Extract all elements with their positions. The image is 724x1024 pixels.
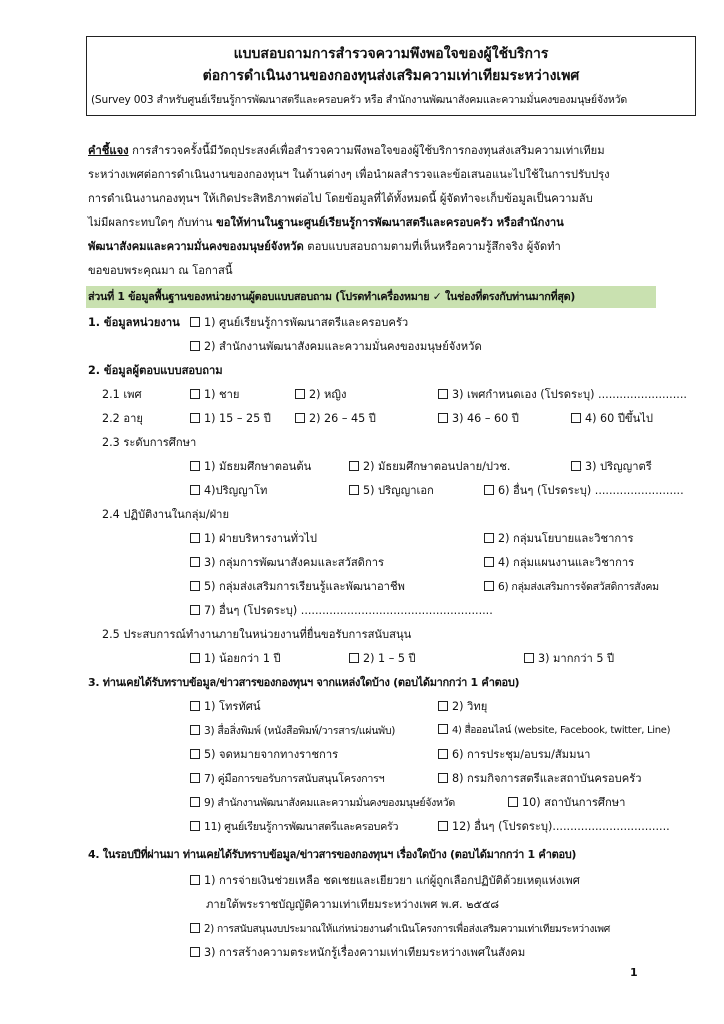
q2-3-option-5[interactable]: 5) ปริญญาเอก bbox=[349, 484, 434, 498]
checkbox[interactable] bbox=[190, 605, 200, 615]
q2-label: 2. ข้อมูลผู้ตอบแบบสอบถาม bbox=[88, 364, 223, 377]
q3-option-5[interactable]: 5) จดหมายจากทางราชการ bbox=[190, 748, 338, 762]
q2-2-option-1[interactable]: 1) 15 – 25 ปี bbox=[190, 412, 271, 426]
q3-label: 3. ท่านเคยได้รับทราบข้อมูล/ข่าวสารของกองทุนฯ จากแหล่งใดบ้าง (ตอบได้มากกว่า 1 คำตอบ) bbox=[88, 676, 520, 689]
q2-5-option-2[interactable]: 2) 1 – 5 ปี bbox=[349, 652, 416, 666]
checkbox[interactable] bbox=[438, 701, 448, 711]
q2-3-label: 2.3 ระดับการศึกษา bbox=[102, 436, 197, 449]
q4-label: 4. ในรอบปีที่ผ่านมา ท่านเคยได้รับทราบข้อมูล/ข่าวสารของกองทุนฯ เรื่องใดบ้าง (ตอบได้มากกว่า 1 คำตอบ) bbox=[88, 848, 577, 861]
survey-subtitle: ต่อการดำเนินงานของกองทุนส่งเสริมความเท่าเทียมระหว่างเพศ bbox=[202, 68, 580, 84]
checkbox[interactable] bbox=[190, 413, 200, 423]
q2-4-label: 2.4 ปฏิบัติงานในกลุ่ม/ฝ่าย bbox=[102, 508, 229, 521]
checkbox[interactable] bbox=[438, 413, 448, 423]
checkbox[interactable] bbox=[349, 653, 359, 663]
intro-line-4 bbox=[88, 216, 564, 230]
checkbox[interactable] bbox=[484, 581, 494, 591]
checkbox[interactable] bbox=[190, 923, 200, 933]
checkbox[interactable] bbox=[190, 533, 200, 543]
survey-title: แบบสอบถามการสำรวจความพึงพอใจของผู้ใช้บริการ bbox=[233, 46, 549, 62]
checkbox[interactable] bbox=[484, 533, 494, 543]
q3-option-11[interactable]: 11) ศูนย์เรียนรู้การพัฒนาสตรีและครอบครัว bbox=[190, 820, 398, 834]
intro-heading: คำชี้แจง bbox=[88, 144, 129, 157]
checkbox[interactable] bbox=[438, 749, 448, 759]
checkbox[interactable] bbox=[190, 947, 200, 957]
intro-line-3: การดำเนินงานกองทุนฯ ให้เกิดประสิทธิภาพต่อไป โดยข้อมูลที่ได้ทั้งหมดนี้ ผู้จัดทำจะเก็บข้อมูลเป็นความลับ bbox=[88, 192, 593, 205]
intro-line-5 bbox=[88, 240, 561, 254]
q3-option-8[interactable]: 8) กรมกิจการสตรีและสถาบันครอบครัว bbox=[438, 772, 642, 786]
q2-3-option-3[interactable]: 3) ปริญญาตรี bbox=[571, 460, 652, 474]
checkbox[interactable] bbox=[524, 653, 534, 663]
checkbox[interactable] bbox=[190, 557, 200, 567]
q2-4-option-5[interactable]: 5) กลุ่มส่งเสริมการเรียนรู้และพัฒนาอาชีพ bbox=[190, 580, 405, 594]
q2-3-option-2[interactable]: 2) มัธยมศึกษาตอนปลาย/ปวช. bbox=[349, 460, 510, 474]
checkbox[interactable] bbox=[190, 653, 200, 663]
q1-option-1[interactable]: 1) ศูนย์เรียนรู้การพัฒนาสตรีและครอบครัว bbox=[190, 316, 408, 330]
q3-option-12[interactable]: 12) อื่นๆ (โปรดระบุ)................................. bbox=[438, 820, 670, 834]
q2-1-option-1[interactable]: 1) ชาย bbox=[190, 388, 239, 402]
q4-option-2[interactable]: 2) การสนับสนุนงบประมาณให้แก่หน่วยงานดำเนินโครงการเพื่อส่งเสริมความเท่าเทียมระหว่างเพศ bbox=[190, 922, 610, 936]
q2-4-option-2[interactable]: 2) กลุ่มนโยบายและวิชาการ bbox=[484, 532, 634, 546]
q3-option-10[interactable]: 10) สถาบันการศึกษา bbox=[508, 796, 625, 810]
q2-4-option-1[interactable]: 1) ฝ่ายบริหารงานทั่วไป bbox=[190, 532, 317, 546]
q2-1-label: 2.1 เพศ bbox=[102, 388, 142, 401]
q1-label: 1. ข้อมูลหน่วยงาน bbox=[88, 316, 180, 329]
checkbox[interactable] bbox=[508, 797, 518, 807]
q2-4-option-4[interactable]: 4) กลุ่มแผนงานและวิชาการ bbox=[484, 556, 634, 570]
intro-text-1: การสำรวจครั้งนี้มีวัตถุประสงค์เพื่อสำรวจความพึงพอใจของผู้ใช้บริการกองทุนส่งเสริมความเท่าเทียม bbox=[132, 144, 605, 157]
checkbox[interactable] bbox=[190, 821, 200, 831]
q2-3-option-6[interactable]: 6) อื่นๆ (โปรดระบุ) ......................... bbox=[484, 484, 684, 498]
checkbox[interactable] bbox=[190, 485, 200, 495]
q3-option-6[interactable]: 6) การประชุม/อบรม/สัมมนา bbox=[438, 748, 590, 762]
q2-4-option-7[interactable]: 7) อื่นๆ (โปรดระบุ) ...................................................... bbox=[190, 604, 493, 618]
checkbox[interactable] bbox=[190, 461, 200, 471]
checkbox[interactable] bbox=[438, 724, 448, 734]
checkbox[interactable] bbox=[190, 773, 200, 783]
q1-option-2[interactable]: 2) สำนักงานพัฒนาสังคมและความมั่นคงของมนุษย์จังหวัด bbox=[190, 340, 482, 354]
checkbox[interactable] bbox=[349, 485, 359, 495]
checkbox[interactable] bbox=[190, 701, 200, 711]
q3-option-9[interactable]: 9) สำนักงานพัฒนาสังคมและความมั่นคงของมนุษย์จังหวัด bbox=[190, 796, 455, 810]
intro-line-6: ขอขอบพระคุณมา ณ โอกาสนี้ bbox=[88, 264, 233, 277]
q3-option-4[interactable]: 4) สื่อออนไลน์ (website, Facebook, twitter, Line) bbox=[438, 724, 670, 738]
intro-line-1 bbox=[88, 144, 605, 158]
checkbox[interactable] bbox=[438, 821, 448, 831]
q4-option-1[interactable]: 1) การจ่ายเงินช่วยเหลือ ชดเชยและเยียวยา แก่ผู้ถูกเลือกปฏิบัติด้วยเหตุแห่งเพศ bbox=[190, 874, 580, 888]
q2-5-option-3[interactable]: 3) มากกว่า 5 ปี bbox=[524, 652, 614, 666]
q3-option-7[interactable]: 7) คู่มือการขอรับการสนับสนุนโครงการฯ bbox=[190, 772, 384, 786]
checkbox[interactable] bbox=[295, 413, 305, 423]
checkbox[interactable] bbox=[190, 749, 200, 759]
intro-line-2: ระหว่างเพศต่อการดำเนินงานของกองทุนฯ ในด้านต่างๆ เพื่อนำผลสำรวจและข้อเสนอแนะไปใช้ในการปรับปรุง bbox=[88, 168, 610, 181]
q2-2-option-4[interactable]: 4) 60 ปีขึ้นไป bbox=[571, 412, 653, 426]
checkbox[interactable] bbox=[484, 485, 494, 495]
checkbox[interactable] bbox=[190, 341, 200, 351]
checkbox[interactable] bbox=[190, 725, 200, 735]
section1-title: ส่วนที่ 1 ข้อมูลพื้นฐานของหน่วยงานผู้ตอบแบบสอบถาม (โปรดทำเครื่องหมาย ✓ ในช่องที่ตรงกับท่านมากที่สุด) bbox=[88, 290, 575, 303]
q2-1-option-2[interactable]: 2) หญิง bbox=[295, 388, 346, 402]
checkbox[interactable] bbox=[190, 389, 200, 399]
q3-option-1[interactable]: 1) โทรทัศน์ bbox=[190, 700, 261, 714]
checkbox[interactable] bbox=[190, 581, 200, 591]
checkbox[interactable] bbox=[295, 389, 305, 399]
q4-option-3[interactable]: 3) การสร้างความตระหนักรู้เรื่องความเท่าเทียมระหว่างเพศในสังคม bbox=[190, 946, 525, 960]
checkbox[interactable] bbox=[438, 773, 448, 783]
q3-option-2[interactable]: 2) วิทยุ bbox=[438, 700, 487, 714]
checkbox[interactable] bbox=[349, 461, 359, 471]
checkbox[interactable] bbox=[190, 797, 200, 807]
checkbox[interactable] bbox=[571, 461, 581, 471]
title-box bbox=[86, 36, 696, 116]
q4-option-1-cont: ภายใต้พระราชบัญญัติความเท่าเทียมระหว่างเพศ พ.ศ. ๒๕๕๘ bbox=[206, 898, 500, 911]
intro-text-4b: ขอให้ท่านในฐานะศูนย์เรียนรู้การพัฒนาสตรีและครอบครัว หรือสำนักงาน bbox=[216, 216, 564, 229]
q2-4-option-3[interactable]: 3) กลุ่มการพัฒนาสังคมและสวัสดิการ bbox=[190, 556, 384, 570]
intro-text-5a: พัฒนาสังคมและความมั่นคงของมนุษย์จังหวัด bbox=[88, 240, 304, 253]
checkbox[interactable] bbox=[484, 557, 494, 567]
q2-2-label: 2.2 อายุ bbox=[102, 412, 143, 425]
survey-target-note: (Survey 003 สำหรับศูนย์เรียนรู้การพัฒนาสตรีและครอบครัว หรือ สำนักงานพัฒนาสังคมและความมั่นคงของมนุษย์จังหวัด bbox=[91, 94, 628, 106]
intro-text-5b: ตอบแบบสอบถามตามที่เห็นหรือความรู้สึกจริง ผู้จัดทำ bbox=[303, 240, 561, 253]
checkbox[interactable] bbox=[190, 317, 200, 327]
checkbox[interactable] bbox=[190, 875, 200, 885]
q2-5-label: 2.5 ประสบการณ์ทำงานภายในหน่วยงานที่ยื่นขอรับการสนับสนุน bbox=[102, 628, 412, 641]
page-number: 1 bbox=[630, 966, 638, 979]
q3-option-3[interactable]: 3) สื่อสิ่งพิมพ์ (หนังสือพิมพ์/วารสาร/แผ่นพับ) bbox=[190, 724, 395, 738]
q2-2-option-2[interactable]: 2) 26 – 45 ปี bbox=[295, 412, 376, 426]
q2-1-option-3[interactable]: 3) เพศกำหนดเอง (โปรดระบุ) ......................... bbox=[438, 388, 687, 402]
q2-3-option-4[interactable]: 4)ปริญญาโท bbox=[190, 484, 267, 498]
q2-4-option-6[interactable]: 6) กลุ่มส่งเสริมการจัดสวัสดิการสังคม bbox=[484, 580, 659, 594]
checkbox[interactable] bbox=[571, 413, 581, 423]
q2-2-option-3[interactable]: 3) 46 – 60 ปี bbox=[438, 412, 519, 426]
checkbox[interactable] bbox=[438, 389, 448, 399]
q2-3-option-1[interactable]: 1) มัธยมศึกษาตอนต้น bbox=[190, 460, 311, 474]
q2-5-option-1[interactable]: 1) น้อยกว่า 1 ปี bbox=[190, 652, 281, 666]
intro-text-4a: ไม่มีผลกระทบใดๆ กับท่าน bbox=[88, 216, 217, 229]
